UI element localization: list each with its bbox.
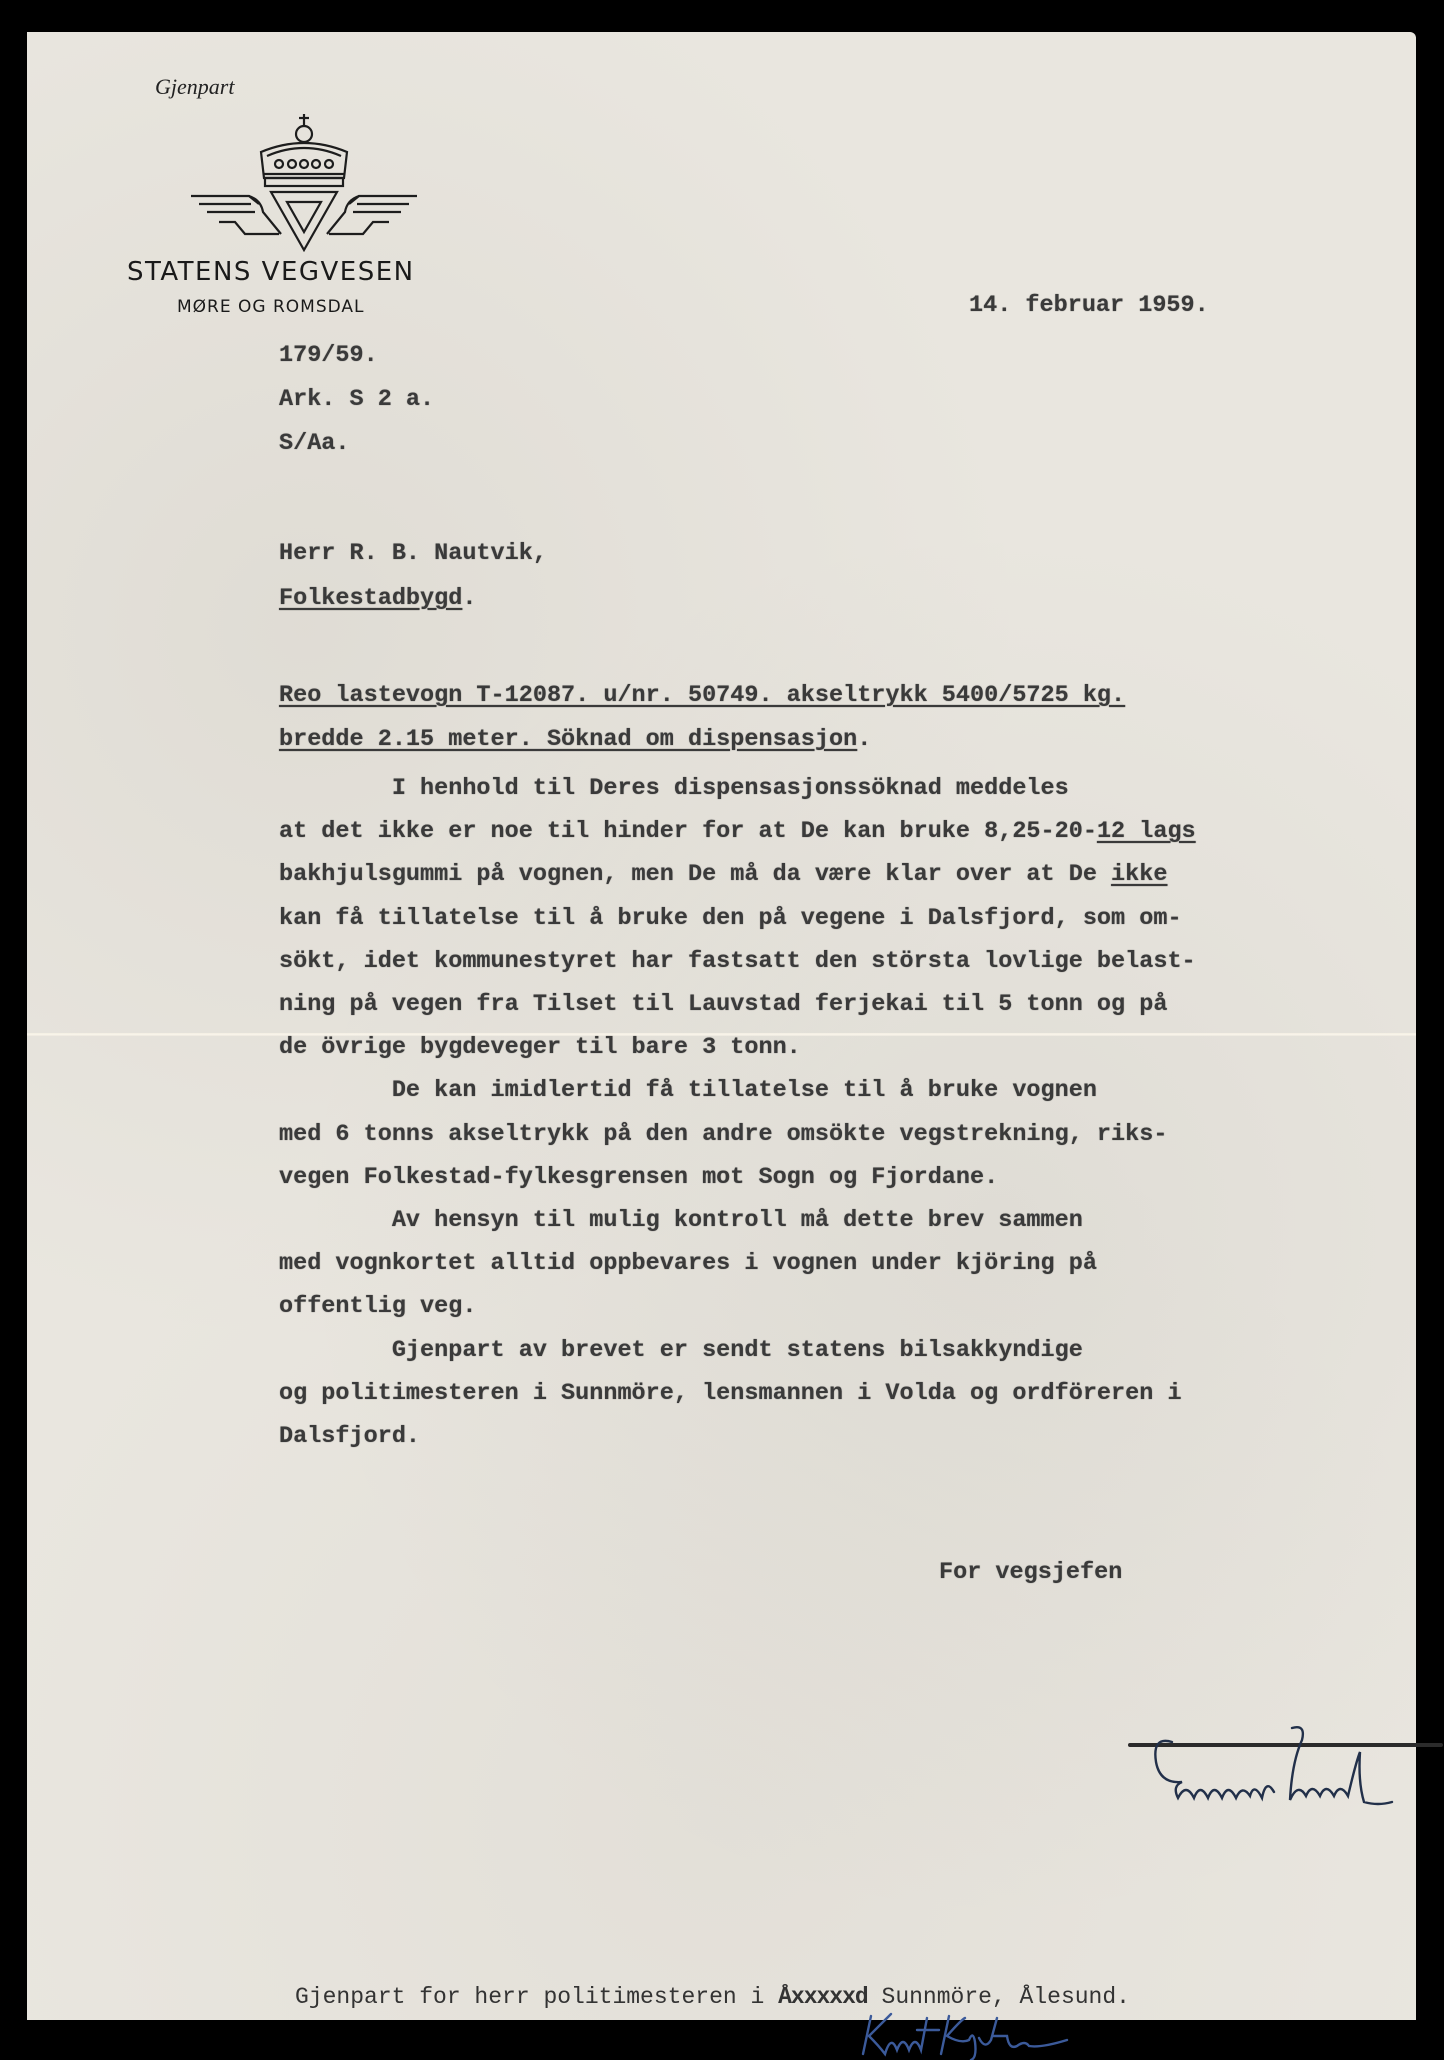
- copy-marker: Gjenpart: [155, 74, 235, 99]
- body-line: [279, 1034, 801, 1061]
- body-line: [279, 1164, 998, 1191]
- cc-suffix: Sunnmöre, Ålesund.: [867, 1984, 1130, 2010]
- body-line: [279, 1293, 476, 1320]
- body-line-text: og politimesteren i Sunnmöre, lensmannen i Volda og ordföreren i: [279, 1379, 1182, 1407]
- recipient-name: Herr R. B. Nautvik,: [279, 540, 547, 567]
- body-line-text: Gjenpart av brevet er sendt statens bilsakkyndige: [279, 1336, 1083, 1364]
- body-line-text: ning på vegen fra Tilset til Lauvstad ferjekai til 5 tonn og på: [279, 991, 1168, 1018]
- subject-line-2-suffix: .: [857, 726, 872, 753]
- body-line-underlined-text: 12 lags: [1096, 818, 1196, 846]
- body-line-text: de övrige bygdeveger til bare 3 tonn.: [279, 1034, 801, 1062]
- handwritten-signature: [1142, 1722, 1442, 1822]
- body-line: [279, 1250, 1097, 1277]
- archive-reference: Ark. S 2 a.: [279, 386, 435, 413]
- closing-line: For vegsjefen: [939, 1559, 1123, 1586]
- body-line-text: offentlig veg.: [279, 1293, 477, 1321]
- subject-line-2-wrap: [279, 726, 871, 753]
- body-line: [279, 991, 1167, 1018]
- body-line: [279, 948, 1196, 975]
- cc-prefix: Gjenpart for herr politimesteren i: [295, 1984, 779, 2010]
- initials-reference: S/Aa.: [279, 430, 350, 457]
- organization-name: STATENS VEGVESEN: [127, 257, 415, 287]
- body-line: [279, 1337, 1083, 1364]
- subject-line-2: bredde 2.15 meter. Söknad om dispensasjon: [279, 726, 858, 753]
- body-line: [279, 818, 1196, 845]
- body-line: [279, 1077, 1097, 1104]
- crown-winged-triangle-emblem-icon: [189, 112, 419, 252]
- body-line-underlined-text: ikke: [1111, 861, 1168, 889]
- recipient-place-line: [279, 585, 476, 612]
- body-line-text: vegen Folkestad-fylkesgrensen mot Sogn og Fjordane.: [279, 1163, 999, 1191]
- body-line: [279, 861, 1167, 888]
- body-line: [279, 1207, 1083, 1234]
- recipient-place: Folkestadbygd: [279, 585, 463, 612]
- body-line: [279, 905, 1182, 932]
- body-line-text: sökt, idet kommunestyret har fastsatt den största lovlige belast-: [279, 947, 1196, 975]
- body-line-text: Dalsfjord.: [279, 1423, 421, 1450]
- handwritten-initials-signature: [857, 2010, 1077, 2060]
- reference-number: 179/59.: [279, 342, 378, 369]
- body-line: [279, 1121, 1167, 1148]
- body-line-text: med vognkortet alltid oppbevares i vognen under kjöring på: [279, 1250, 1097, 1278]
- organization-region: MØRE OG ROMSDAL: [177, 297, 365, 317]
- letter-page: [27, 32, 1416, 2020]
- body-line-text: I henhold til Deres dispensasjonssöknad meddeles: [279, 775, 1069, 802]
- recipient-place-suffix: .: [462, 585, 477, 612]
- body-line-text: kan få tillatelse til å bruke den på vegene i Dalsfjord, som om-: [279, 904, 1182, 932]
- body-line-text: Av hensyn til mulig kontroll må dette brev sammen: [279, 1207, 1083, 1234]
- body-line: [279, 1380, 1182, 1407]
- body-line-text: bakhjulsgummi på vognen, men De må da være klar over at De: [279, 861, 1112, 889]
- body-line-text: med 6 tonns akseltrykk på den andre omsökte vegstrekning, riks-: [279, 1120, 1168, 1148]
- body-line-text: at det ikke er noe til hinder for at De kan bruke 8,25-20-: [279, 818, 1097, 846]
- letter-date: 14. februar 1959.: [969, 292, 1209, 319]
- carbon-copy-line: [295, 1984, 1130, 2010]
- cc-struck-out-word: Åxxxxxd: [778, 1984, 868, 2010]
- body-line-text: De kan imidlertid få tillatelse til å bruke vognen: [279, 1077, 1097, 1105]
- subject-line-1: Reo lastevogn T-12087. u/nr. 50749. akseltrykk 5400/5725 kg.: [279, 682, 1126, 709]
- body-line: [279, 775, 1069, 802]
- body-line: [279, 1423, 420, 1450]
